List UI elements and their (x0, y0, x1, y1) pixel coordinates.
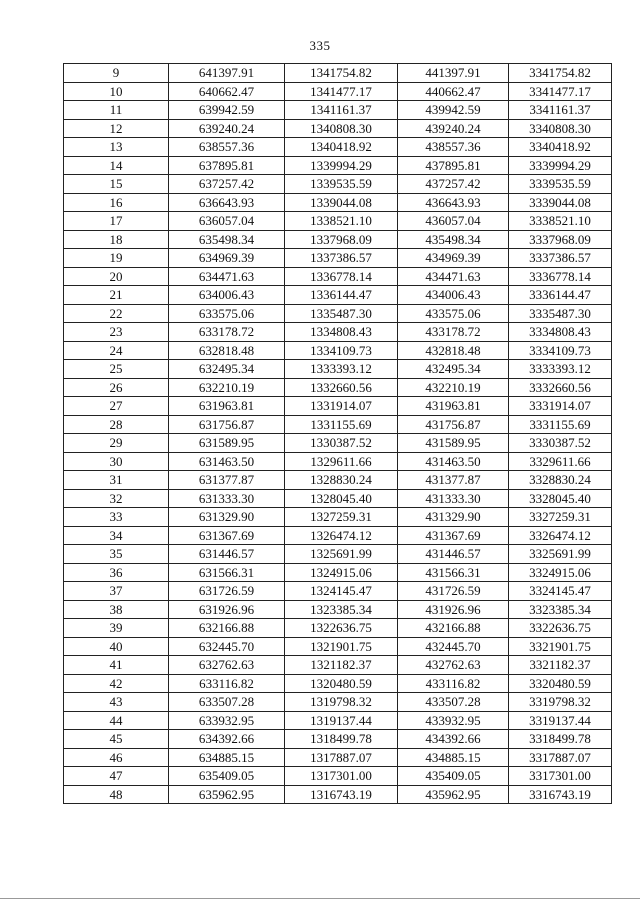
x-coordinate-alt-cell: 434885.15 (398, 748, 509, 767)
x-coordinate-alt-cell: 431726.59 (398, 582, 509, 601)
y-coordinate-alt-cell: 3337386.57 (509, 249, 612, 268)
point-number-cell: 43 (64, 693, 169, 712)
x-coordinate-alt-cell: 439240.24 (398, 119, 509, 138)
point-number-cell: 20 (64, 267, 169, 286)
point-number-cell: 29 (64, 434, 169, 453)
point-number-cell: 23 (64, 323, 169, 342)
y-coordinate-alt-cell: 3336144.47 (509, 286, 612, 305)
y-coordinate-alt-cell: 3337968.09 (509, 230, 612, 249)
table-row (64, 545, 612, 564)
x-coordinate-cell: 632210.19 (169, 378, 285, 397)
y-coordinate-cell: 1317301.00 (285, 767, 398, 786)
x-coordinate-alt-cell: 440662.47 (398, 82, 509, 101)
x-coordinate-cell: 633932.95 (169, 711, 285, 730)
x-coordinate-cell: 634006.43 (169, 286, 285, 305)
point-number-cell: 39 (64, 619, 169, 638)
point-number-cell: 17 (64, 212, 169, 231)
x-coordinate-cell: 641397.91 (169, 64, 285, 83)
point-number-cell: 41 (64, 656, 169, 675)
y-coordinate-alt-cell: 3327259.31 (509, 508, 612, 527)
table-row (64, 230, 612, 249)
x-coordinate-cell: 634471.63 (169, 267, 285, 286)
y-coordinate-cell: 1341477.17 (285, 82, 398, 101)
point-number-cell: 28 (64, 415, 169, 434)
y-coordinate-alt-cell: 3318499.78 (509, 730, 612, 749)
y-coordinate-cell: 1321182.37 (285, 656, 398, 675)
table-row (64, 138, 612, 157)
x-coordinate-cell: 632445.70 (169, 637, 285, 656)
point-number-cell: 25 (64, 360, 169, 379)
x-coordinate-alt-cell: 431377.87 (398, 471, 509, 490)
table-row (64, 341, 612, 360)
x-coordinate-alt-cell: 431963.81 (398, 397, 509, 416)
table-row (64, 415, 612, 434)
y-coordinate-alt-cell: 3328045.40 (509, 489, 612, 508)
point-number-cell: 31 (64, 471, 169, 490)
y-coordinate-cell: 1328045.40 (285, 489, 398, 508)
table-row (64, 619, 612, 638)
table-row (64, 175, 612, 194)
y-coordinate-cell: 1320480.59 (285, 674, 398, 693)
page-number: 335 (309, 38, 331, 53)
y-coordinate-alt-cell: 3329611.66 (509, 452, 612, 471)
table-row (64, 785, 612, 804)
y-coordinate-cell: 1323385.34 (285, 600, 398, 619)
point-number-cell: 48 (64, 785, 169, 804)
x-coordinate-alt-cell: 435498.34 (398, 230, 509, 249)
x-coordinate-alt-cell: 432495.34 (398, 360, 509, 379)
x-coordinate-cell: 631333.30 (169, 489, 285, 508)
table-row (64, 82, 612, 101)
point-number-cell: 42 (64, 674, 169, 693)
y-coordinate-cell: 1335487.30 (285, 304, 398, 323)
table-row (64, 249, 612, 268)
table-row (64, 397, 612, 416)
x-coordinate-alt-cell: 432762.63 (398, 656, 509, 675)
y-coordinate-alt-cell: 3339994.29 (509, 156, 612, 175)
x-coordinate-cell: 631463.50 (169, 452, 285, 471)
table-row (64, 101, 612, 120)
y-coordinate-alt-cell: 3319137.44 (509, 711, 612, 730)
table-row (64, 600, 612, 619)
y-coordinate-alt-cell: 3341477.17 (509, 82, 612, 101)
table-row (64, 434, 612, 453)
y-coordinate-alt-cell: 3333393.12 (509, 360, 612, 379)
point-number-cell: 22 (64, 304, 169, 323)
y-coordinate-alt-cell: 3340418.92 (509, 138, 612, 157)
x-coordinate-cell: 636057.04 (169, 212, 285, 231)
point-number-cell: 11 (64, 101, 169, 120)
point-number-cell: 12 (64, 119, 169, 138)
y-coordinate-cell: 1324915.06 (285, 563, 398, 582)
x-coordinate-alt-cell: 436057.04 (398, 212, 509, 231)
y-coordinate-cell: 1337386.57 (285, 249, 398, 268)
table-row (64, 304, 612, 323)
table-row (64, 267, 612, 286)
table-row (64, 119, 612, 138)
y-coordinate-alt-cell: 3323385.34 (509, 600, 612, 619)
y-coordinate-cell: 1340418.92 (285, 138, 398, 157)
point-number-cell: 33 (64, 508, 169, 527)
x-coordinate-cell: 637895.81 (169, 156, 285, 175)
table-row (64, 693, 612, 712)
x-coordinate-cell: 631726.59 (169, 582, 285, 601)
x-coordinate-cell: 631589.95 (169, 434, 285, 453)
table-row (64, 212, 612, 231)
y-coordinate-cell: 1336778.14 (285, 267, 398, 286)
table-row (64, 452, 612, 471)
x-coordinate-alt-cell: 431367.69 (398, 526, 509, 545)
x-coordinate-cell: 635498.34 (169, 230, 285, 249)
x-coordinate-cell: 632495.34 (169, 360, 285, 379)
x-coordinate-alt-cell: 432210.19 (398, 378, 509, 397)
x-coordinate-cell: 632762.63 (169, 656, 285, 675)
table-row (64, 563, 612, 582)
y-coordinate-cell: 1327259.31 (285, 508, 398, 527)
y-coordinate-cell: 1338521.10 (285, 212, 398, 231)
point-number-cell: 16 (64, 193, 169, 212)
y-coordinate-alt-cell: 3317887.07 (509, 748, 612, 767)
point-number-cell: 21 (64, 286, 169, 305)
y-coordinate-alt-cell: 3325691.99 (509, 545, 612, 564)
point-number-cell: 24 (64, 341, 169, 360)
table-row (64, 656, 612, 675)
y-coordinate-alt-cell: 3331914.07 (509, 397, 612, 416)
y-coordinate-cell: 1328830.24 (285, 471, 398, 490)
y-coordinate-alt-cell: 3332660.56 (509, 378, 612, 397)
bottom-rule (0, 898, 640, 899)
y-coordinate-cell: 1325691.99 (285, 545, 398, 564)
y-coordinate-cell: 1340808.30 (285, 119, 398, 138)
y-coordinate-cell: 1326474.12 (285, 526, 398, 545)
x-coordinate-alt-cell: 431566.31 (398, 563, 509, 582)
table-row (64, 508, 612, 527)
x-coordinate-cell: 631756.87 (169, 415, 285, 434)
x-coordinate-cell: 632166.88 (169, 619, 285, 638)
y-coordinate-cell: 1319798.32 (285, 693, 398, 712)
y-coordinate-alt-cell: 3340808.30 (509, 119, 612, 138)
x-coordinate-alt-cell: 434969.39 (398, 249, 509, 268)
x-coordinate-alt-cell: 434006.43 (398, 286, 509, 305)
x-coordinate-alt-cell: 432166.88 (398, 619, 509, 638)
x-coordinate-alt-cell: 439942.59 (398, 101, 509, 120)
y-coordinate-cell: 1319137.44 (285, 711, 398, 730)
y-coordinate-alt-cell: 3339535.59 (509, 175, 612, 194)
table-row (64, 767, 612, 786)
y-coordinate-cell: 1324145.47 (285, 582, 398, 601)
x-coordinate-alt-cell: 436643.93 (398, 193, 509, 212)
table-row (64, 286, 612, 305)
x-coordinate-cell: 631329.90 (169, 508, 285, 527)
x-coordinate-cell: 632818.48 (169, 341, 285, 360)
y-coordinate-alt-cell: 3320480.59 (509, 674, 612, 693)
y-coordinate-cell: 1316743.19 (285, 785, 398, 804)
x-coordinate-cell: 637257.42 (169, 175, 285, 194)
x-coordinate-alt-cell: 433507.28 (398, 693, 509, 712)
y-coordinate-cell: 1321901.75 (285, 637, 398, 656)
y-coordinate-cell: 1339994.29 (285, 156, 398, 175)
x-coordinate-alt-cell: 432818.48 (398, 341, 509, 360)
x-coordinate-cell: 634392.66 (169, 730, 285, 749)
x-coordinate-cell: 633178.72 (169, 323, 285, 342)
point-number-cell: 38 (64, 600, 169, 619)
x-coordinate-cell: 631926.96 (169, 600, 285, 619)
point-number-cell: 18 (64, 230, 169, 249)
y-coordinate-cell: 1331155.69 (285, 415, 398, 434)
x-coordinate-cell: 633507.28 (169, 693, 285, 712)
point-number-cell: 27 (64, 397, 169, 416)
x-coordinate-alt-cell: 431756.87 (398, 415, 509, 434)
point-number-cell: 30 (64, 452, 169, 471)
table-row (64, 64, 612, 83)
x-coordinate-alt-cell: 432445.70 (398, 637, 509, 656)
x-coordinate-cell: 634885.15 (169, 748, 285, 767)
point-number-cell: 9 (64, 64, 169, 83)
x-coordinate-alt-cell: 434471.63 (398, 267, 509, 286)
x-coordinate-alt-cell: 434392.66 (398, 730, 509, 749)
point-number-cell: 14 (64, 156, 169, 175)
x-coordinate-cell: 631963.81 (169, 397, 285, 416)
x-coordinate-cell: 636643.93 (169, 193, 285, 212)
table-row (64, 471, 612, 490)
table-row (64, 730, 612, 749)
y-coordinate-alt-cell: 3336778.14 (509, 267, 612, 286)
point-number-cell: 47 (64, 767, 169, 786)
y-coordinate-cell: 1318499.78 (285, 730, 398, 749)
y-coordinate-cell: 1330387.52 (285, 434, 398, 453)
table-row (64, 156, 612, 175)
x-coordinate-cell: 634969.39 (169, 249, 285, 268)
x-coordinate-alt-cell: 437895.81 (398, 156, 509, 175)
y-coordinate-alt-cell: 3316743.19 (509, 785, 612, 804)
y-coordinate-cell: 1329611.66 (285, 452, 398, 471)
y-coordinate-cell: 1341161.37 (285, 101, 398, 120)
y-coordinate-cell: 1336144.47 (285, 286, 398, 305)
x-coordinate-cell: 635962.95 (169, 785, 285, 804)
y-coordinate-alt-cell: 3341754.82 (509, 64, 612, 83)
y-coordinate-cell: 1339044.08 (285, 193, 398, 212)
x-coordinate-cell: 631377.87 (169, 471, 285, 490)
y-coordinate-alt-cell: 3328830.24 (509, 471, 612, 490)
y-coordinate-cell: 1322636.75 (285, 619, 398, 638)
x-coordinate-alt-cell: 431589.95 (398, 434, 509, 453)
y-coordinate-alt-cell: 3322636.75 (509, 619, 612, 638)
table-row (64, 674, 612, 693)
y-coordinate-alt-cell: 3331155.69 (509, 415, 612, 434)
y-coordinate-alt-cell: 3319798.32 (509, 693, 612, 712)
point-number-cell: 19 (64, 249, 169, 268)
y-coordinate-alt-cell: 3321901.75 (509, 637, 612, 656)
y-coordinate-cell: 1341754.82 (285, 64, 398, 83)
y-coordinate-alt-cell: 3330387.52 (509, 434, 612, 453)
table-row (64, 378, 612, 397)
x-coordinate-alt-cell: 433178.72 (398, 323, 509, 342)
y-coordinate-alt-cell: 3335487.30 (509, 304, 612, 323)
y-coordinate-alt-cell: 3338521.10 (509, 212, 612, 231)
x-coordinate-cell: 635409.05 (169, 767, 285, 786)
x-coordinate-cell: 631446.57 (169, 545, 285, 564)
y-coordinate-alt-cell: 3339044.08 (509, 193, 612, 212)
x-coordinate-cell: 639942.59 (169, 101, 285, 120)
point-number-cell: 35 (64, 545, 169, 564)
x-coordinate-cell: 633575.06 (169, 304, 285, 323)
y-coordinate-cell: 1331914.07 (285, 397, 398, 416)
y-coordinate-cell: 1337968.09 (285, 230, 398, 249)
y-coordinate-alt-cell: 3324145.47 (509, 582, 612, 601)
x-coordinate-alt-cell: 437257.42 (398, 175, 509, 194)
table-row (64, 748, 612, 767)
y-coordinate-alt-cell: 3341161.37 (509, 101, 612, 120)
x-coordinate-alt-cell: 431463.50 (398, 452, 509, 471)
table-row (64, 489, 612, 508)
point-number-cell: 36 (64, 563, 169, 582)
y-coordinate-cell: 1334109.73 (285, 341, 398, 360)
table-row (64, 526, 612, 545)
x-coordinate-alt-cell: 431446.57 (398, 545, 509, 564)
table-row (64, 637, 612, 656)
y-coordinate-cell: 1334808.43 (285, 323, 398, 342)
x-coordinate-cell: 631566.31 (169, 563, 285, 582)
table-row (64, 360, 612, 379)
x-coordinate-cell: 631367.69 (169, 526, 285, 545)
x-coordinate-alt-cell: 433575.06 (398, 304, 509, 323)
y-coordinate-cell: 1317887.07 (285, 748, 398, 767)
x-coordinate-alt-cell: 438557.36 (398, 138, 509, 157)
table-row (64, 582, 612, 601)
table-row (64, 711, 612, 730)
y-coordinate-alt-cell: 3324915.06 (509, 563, 612, 582)
coordinate-table (63, 63, 612, 804)
point-number-cell: 34 (64, 526, 169, 545)
x-coordinate-alt-cell: 435962.95 (398, 785, 509, 804)
x-coordinate-cell: 640662.47 (169, 82, 285, 101)
x-coordinate-alt-cell: 435409.05 (398, 767, 509, 786)
x-coordinate-alt-cell: 433116.82 (398, 674, 509, 693)
point-number-cell: 44 (64, 711, 169, 730)
point-number-cell: 15 (64, 175, 169, 194)
table-body (64, 64, 612, 804)
x-coordinate-cell: 638557.36 (169, 138, 285, 157)
y-coordinate-alt-cell: 3317301.00 (509, 767, 612, 786)
point-number-cell: 46 (64, 748, 169, 767)
x-coordinate-alt-cell: 431333.30 (398, 489, 509, 508)
y-coordinate-alt-cell: 3321182.37 (509, 656, 612, 675)
point-number-cell: 26 (64, 378, 169, 397)
point-number-cell: 13 (64, 138, 169, 157)
y-coordinate-alt-cell: 3326474.12 (509, 526, 612, 545)
point-number-cell: 40 (64, 637, 169, 656)
y-coordinate-alt-cell: 3334808.43 (509, 323, 612, 342)
point-number-cell: 32 (64, 489, 169, 508)
x-coordinate-cell: 633116.82 (169, 674, 285, 693)
y-coordinate-cell: 1333393.12 (285, 360, 398, 379)
x-coordinate-cell: 639240.24 (169, 119, 285, 138)
point-number-cell: 45 (64, 730, 169, 749)
y-coordinate-alt-cell: 3334109.73 (509, 341, 612, 360)
x-coordinate-alt-cell: 441397.91 (398, 64, 509, 83)
point-number-cell: 10 (64, 82, 169, 101)
table-row (64, 323, 612, 342)
point-number-cell: 37 (64, 582, 169, 601)
x-coordinate-alt-cell: 431926.96 (398, 600, 509, 619)
y-coordinate-cell: 1332660.56 (285, 378, 398, 397)
table-row (64, 193, 612, 212)
y-coordinate-cell: 1339535.59 (285, 175, 398, 194)
x-coordinate-alt-cell: 431329.90 (398, 508, 509, 527)
x-coordinate-alt-cell: 433932.95 (398, 711, 509, 730)
